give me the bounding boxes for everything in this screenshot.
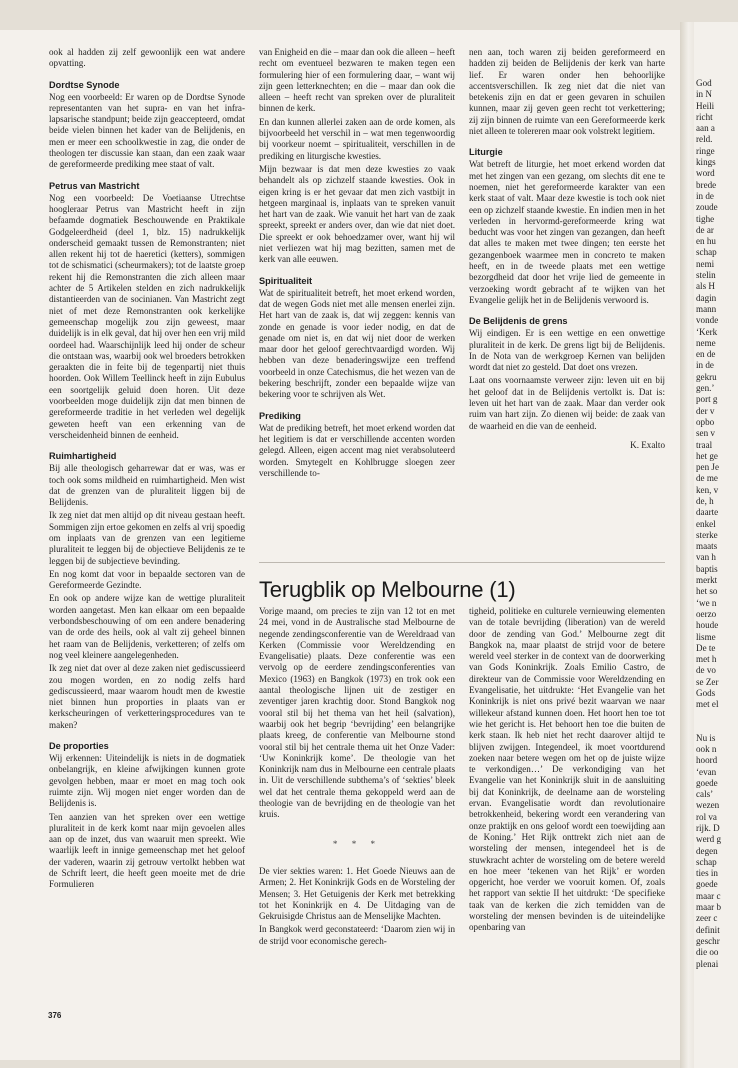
paragraph: tigheid, politieke en culturele vernieuwing elementen van de totale bevrijding (liberation) van de wereld door de zending van God.’ Melbourne zegt dit Bangkok na, maar plaatst de strijd voor de betere wereld veel sterker in de context van de doorwerking van Gods Koninkrijk. Zoals Emilio Castro, de direkteur van de Commissie voor Wereldzending en Evangelisatie, het uitdrukte: ‘Het Evangelie van het Koninkrijk is niet ons privé bezit waarvan we naar willekeur afstand kunnen doen. Het hoort hen toe tot wie het gericht is. Het behoort hen toe die buiten de kerk staan. Ik heb niet het recht daarover altijd te blijven zwijgen. Integendeel, ik moet voortdurend zoeken naar betere wegen om het op de juiste wijze te verkondigen…’ De verkondiging van het Evangelie van het Koninkrijk sluit in de aansluiting bij dat Koninkrijk, de deelname aan de worsteling ervan. Evangelisatie wordt dan revolutionaire betrokkenheid, bekering wordt een verandering van onze praktijk en ons geloof wordt een toewijding aan de Koning.’ Het Rijk onttrekt zich niet aan de worsteling der mensen, integendeel het is de stuwkracht achter de worsteling om de betere wereld en hoe meer ‘tekenen van het Rijk’ er worden opgericht, hoe verder we vooruit komen. Of, zoals het rapport van sektie II het uitdrukt: ‘De specifieke taak van de kerken die zich temidden van de worsteling der mensen bevinden is de uiteindelijke openbaring van (469, 606, 665, 933)
fragment-line: traal (696, 439, 713, 450)
fragment-line: ringe (696, 145, 715, 156)
fragment-line: port g (696, 394, 718, 405)
fragment-line: zoude (696, 202, 718, 213)
fragment-line: baptis (696, 563, 718, 574)
fragment-line: maar c (696, 890, 721, 901)
fragment-line: ‘we n (696, 597, 717, 608)
fragment-line: oerzo (696, 608, 717, 619)
paragraph: Wat betreft de liturgie, het moet erkend worden dat met het zingen van een gezang, om slechts dit ene te noemen, niet het gereformeerde karakter van een kerk staat of valt. Maar deze kwestie is toch ook niet een op zichzelf staande kwestie. En indien men in het verleden in hervormd-gereformeerde kring wat beducht was voor het zingen van gezangen, dan heeft dat alles te maken met twee dingen; ten eerste het gezangenboek waarmee men in concreto te maken heeft, en in de tweede plaats met een wettige bezorgdheid dat door het vrije lied de gemeente in verzoeking wordt gebracht af te wijken van het Evangelie gelijk het in de Belijdenis verwoord is. (469, 159, 665, 305)
fragment-line: in de (696, 360, 714, 371)
paragraph: Nog een voorbeeld: Er waren op de Dordtse Synode representanten van het supra- en van het infra-lapsarische standpunt; beide zijn geaccepteerd, omdat beide vielen binnen het kader van de Belijdenis, en men er meer een schoolkwestie in zag, die onder de theologen ter discussie kan staan, dan een zaak waar de gereformeerde prediking mee staat of valt. (49, 91, 245, 170)
fragment-line: het so (696, 586, 718, 597)
fragment-line: wezen (696, 800, 720, 811)
fragment-line: en hu (696, 236, 716, 247)
fragment-line: Gods (696, 688, 716, 699)
fragment-line: word (696, 168, 715, 179)
next-page-text-fragments (696, 78, 738, 970)
paragraph: En ook op andere wijze kan de wettige pluraliteit worden aangetast. Men kan elkaar om een bepaalde verbondsbeschouwing of om een andere benadering van de orde des heils, ook al valt zij geheel binnen het raam van de Belijdenis, verketteren; of zelfs om nog veel kleinere aangelegenheden. (49, 593, 245, 660)
section-heading: Ruimhartigheid (49, 451, 117, 462)
section-heading: Spiritualiteit (259, 275, 313, 286)
section-break-stars: * * * (332, 838, 382, 849)
fragment-line: de vo (696, 665, 716, 676)
col1-intro: ook al hadden zij zelf gewoonlijk een wat andere opvatting. (49, 47, 245, 69)
fragment-line: de, h (696, 495, 714, 506)
paragraph: Ten aanzien van het spreken over een wettige pluraliteit in de kerk komt naar mijn gevoelen alles aan op de inzet, dus van waaruit men spreekt. Wie waarlijk leeft in innige gemeenschap met het geloof der vaderen, waarin zij getrouw vertolkt hebben wat de Schrift leert, die heeft geen moeite met de drie Formulieren (49, 811, 245, 890)
fragment-line: degen (696, 845, 718, 856)
fragment-line: dagin (696, 292, 717, 303)
fragment-line: Nu is (696, 732, 716, 743)
fragment-line: goede (696, 777, 718, 788)
article2-title: Terugblik op Melbourne (1) (259, 577, 516, 602)
paragraph: En nog komt dat voor in bepaalde sectoren van de Gereformeerde Gezindte. (49, 568, 245, 591)
fragment-line: se Zer (696, 676, 719, 687)
fragment-line: met h (696, 654, 717, 665)
fragment-line: neme (696, 337, 716, 348)
fragment-line: in N (696, 89, 712, 100)
fragment-line: ‘Kerk (696, 326, 718, 337)
fragment-line: sterke (696, 529, 718, 540)
paragraph: Ik zeg niet dat over al deze zaken niet gediscussieerd zou mogen worden, en zo nodig zelfs hard gediscussieerd, maar waarom houdt men de kwestie niet binnen hun proporties in plaats van er kerkscheuringen of verketteringsprocedures van te maken? (49, 663, 245, 730)
fragment-line: gekru (696, 371, 717, 382)
article1-column-1 (49, 47, 245, 893)
fragment-line: enkel (696, 518, 716, 529)
fragment-line: goede (696, 879, 718, 890)
fragment-line: nemi (696, 258, 715, 269)
author-signature: K. Exalto (630, 439, 665, 450)
binding-gutter (680, 22, 694, 1068)
fragment-line: brede (696, 179, 717, 190)
article1-column-2 (259, 47, 455, 481)
article2-column-left (259, 606, 455, 949)
section-heading: De Belijdenis de grens (469, 316, 568, 327)
paragraph: Ik zeg niet dat men altijd op dit niveau gestaan heeft. Sommigen zijn ertoe gekomen en zelfs al vrij spoedig om inplaats van de grenzen van een legitieme pluraliteit te leggen bij de objectieve Belijdenis ze te leggen bij de subjectieve bevinding. (49, 510, 245, 566)
section-heading: De proporties (49, 741, 109, 752)
fragment-line: rijk. D (696, 823, 720, 833)
fragment-line: in de (696, 190, 714, 201)
fragment-line: houde (696, 620, 719, 631)
paragraph: In Bangkok werd geconstateerd: ‘Daarom zien wij in de strijd voor economische gerech- (259, 924, 455, 946)
fragment-line: ties in (696, 868, 718, 879)
paragraph: nen aan, toch waren zij beiden gereformeerd en hadden zij beiden de Belijdenis der kerk van harte lief. Er waren onder hen behoorlijke accentsverschillen. Ik zeg niet dat die niet van betekenis zijn en dat er geen gevaren in schuilen kunnen, maar zij geven geen recht tot verkettering; zij zijn binnen de ruimte van een Gereformeerde kerk niet alleen te tolereren maar ook volstrekt legitiem. (469, 47, 665, 137)
fragment-line: werd g (696, 834, 721, 845)
fragment-line: der v (696, 405, 715, 416)
fragment-line: het ge (696, 450, 718, 461)
fragment-line (696, 711, 738, 733)
fragment-line: schap (696, 247, 717, 258)
section-heading: Prediking (259, 410, 301, 421)
section-divider (259, 562, 665, 563)
fragment-line: reld. (696, 134, 713, 145)
paragraph: Mijn bezwaar is dat men deze kwesties zo vaak behandelt als op zichzelf staande kwesties. Ook in eigen kring is er het gevaar dat men zich vastbijt in hetgeen marginaal is, inplaats van te spreken vanuit het hart van de zaak. Wie vanuit het hart van de zaak spreekt, spreekt er anders over, dan wie dat niet doet. Die spreekt er ook behoedzamer over, want hij wil niet verliezen wat hij mag bezitten, samen met de kerk van alle eeuwen. (259, 163, 455, 265)
fragment-line: cals’ (696, 789, 714, 800)
fragment-line: maar b (696, 902, 721, 913)
fragment-line: ken, v (696, 484, 719, 495)
article1-column-3 (469, 47, 665, 453)
paragraph: Bij alle theologisch geharrewar dat er was, was er toch ook soms mildheid en ruimhartigheid. Men wist dat de grenzen van de pluraliteit liggen bij de Belijdenis. (49, 463, 245, 508)
paragraph: Wat de spiritualiteit betreft, het moet erkend worden, dat de wegen Gods niet met alle mensen enerlei zijn. Het hart van de zaak is, dat wij zeggen: kennis van zonde en genade is voor ieder nodig, en dat de genade om niet is, en dat wij niet door de werken maar door het geloof gerechtvaardigd worden. Wij hebben van deze benaderingswijze een treffend voorbeeld in onze Catechismus, die het wezen van de bekering beschrijft, zonder een bepaalde wijze van bekering voor te schrijven als Wet. (259, 287, 455, 400)
article2-column-right (469, 606, 665, 936)
section-heading: Petrus van Mastricht (49, 180, 140, 191)
fragment-line: die oo (696, 947, 719, 958)
fragment-line: vonde (696, 315, 719, 326)
fragment-line: God (696, 78, 712, 88)
fragment-line: met el (696, 699, 719, 710)
fragment-line: tighe (696, 213, 715, 224)
fragment-line: Heili (696, 100, 715, 111)
fragment-line: en de (696, 349, 716, 360)
fragment-line: als H (696, 281, 715, 292)
fragment-line: zeer c (696, 913, 718, 924)
fragment-line: hoord (696, 755, 718, 766)
paragraph: Nog een voorbeeld: De Voetiaanse Utrechtse hoogleraar Petrus van Mastricht heeft in zijn befaamde dogmatiek Beschouwende en Praktikale Godgeleerdheid (deel 1, blz. 15) nadrukkelijk onderscheid gemaakt tussen de Remonstranten; niet allen rekent hij tot de haeretici (ketters), sommigen tot de schismatici (scheurmakers); tot de laatste groep rekent hij die Remonstranten die zich alleen maar achter de 5 Artikelen stelden en zich nadrukkelijk distantieerden van de socinianen. Van Mastricht zegt niet of met deze Remonstranten ook kerkelijke gemeenschap mogelijk zou zijn geweest, maar duidelijk is in elk geval, dat hij over hen een vrij mild oordeel had. Waarschijnlijk leed hij onder de scheur die ontstaan was, waarbij ook wel broeders betrokken geraakten die in feite bij de tegenpartij niet thuis hoorden. Ook Willem Teellinck heeft in zijn Eubulus een soortgelijk geluid doen horen. Uit deze voorbeelden moge duidelijk zijn dat men binnen de gereformeerde traditie in het verleden wel degelijk geweten heeft van een erkenning van de verscheidenheid binnen de eenheid. (49, 192, 245, 440)
fragment-line: mann (696, 303, 717, 314)
paragraph: Wij erkennen: Uiteindelijk is niets in de dogmatiek onbelangrijk, en kleine afwijkingen kunnen grote gevolgen hebben, maar er moet en mag toch ook ruimte zijn. Wij mogen niet enger worden dan de Belijdenis is. (49, 753, 245, 809)
fragment-line: opbo (696, 416, 715, 427)
fragment-line: van h (696, 552, 716, 563)
section-heading: Liturgie (469, 147, 503, 158)
fragment-line: schap (696, 856, 717, 867)
paragraph: De vier sekties waren: 1. Het Goede Nieuws aan de Armen; 2. Het Koninkrijk Gods en de Worsteling der Mensen; 3. Het Getuigenis der Kerk met betrekking tot het Koninkrijk en 4. De Uitdaging van de Gekruisigde Christus aan de Menselijke Machten. (259, 865, 455, 922)
paragraph: van Enigheid en die – maar dan ook die alleen – heeft recht om eventueel bezwaren te maken tegen een formulering hier of een formulering daar, – want wij zijn geen letterknechten; en die – maar dan ook die alleen – heeft recht van spreken over de pluraliteit binnen de kerk. (259, 47, 455, 114)
paragraph: Vorige maand, om precies te zijn van 12 tot en met 24 mei, vond in de Australische stad Melbourne de negende zendingsconferentie van de Wereldraad van Kerken (Commissie voor Wereldzending en Evangelisatie) plaats. Deze conferentie was een vervolg op de eerdere zendingsconferenties van Mexico (1963) en Bangkok (1973) en trok ook een aantal theologische lijnen uit de zestiger en zeventiger jaren krachtig door. Stond Bangkok nog vooral stil bij het thema van het heil (salvation), waarbij ook het begrip ‘bevrijding’ een belangrijke plaats kreeg, de conferentie van Melbourne stond vooral stil bij het centrale thema uit het Onze Vader: ‘Uw Koninkrijk kome’. De theologie van het Koninkrijk nam dus in Melbourne een centrale plaats in. Uit de verschillende subthema’s of ‘sekties’ bleek wel dat het centrale thema gekoppeld werd aan de theologie van de bevrijding en de theologie van het kruis. (259, 606, 455, 820)
fragment-line: daarte (696, 507, 719, 518)
fragment-line: lisme (696, 631, 716, 642)
fragment-line: De te (696, 642, 716, 653)
paragraph: Wij eindigen. Er is een wettige en een onwettige pluraliteit in de kerk. De grens ligt bij de Belijdenis. In de Nota van de werkgroep Kernen van belijden wordt dat niet zo gesteld. Dat doet ons vrezen. (469, 328, 665, 373)
next-page-edge (694, 22, 738, 1068)
fragment-line: de ar (696, 224, 714, 235)
fragment-line: sen v (696, 428, 715, 439)
fragment-line: merkt (696, 575, 718, 586)
fragment-line: gen.’ (696, 383, 715, 394)
section-heading: Dordtse Synode (49, 79, 120, 90)
fragment-line: de me (696, 473, 718, 484)
paragraph: En dan kunnen allerlei zaken aan de orde komen, als bijvoorbeeld het verschil in – wat men tegenwoordig bij voorkeur noemt – spiritualiteit, verschillen in de prediking en liturgische kwesties. (259, 116, 455, 161)
fragment-line: richt (696, 111, 713, 122)
fragment-line: stelin (696, 270, 716, 281)
fragment-line: geschr (696, 935, 720, 946)
paragraph: Wat de prediking betreft, het moet erkend worden dat het legitiem is dat er verschillende accenten worden gelegd. Alleen, eigen accent mag niet verabsoluteerd worden. Smytegelt en Kohlbrugge sloegen zeer verschillende to- (259, 422, 455, 478)
fragment-line: ook n (696, 743, 717, 754)
fragment-line: plenai (696, 958, 719, 969)
page-number: 376 (48, 1011, 62, 1020)
fragment-line: kings (696, 157, 716, 168)
fragment-line: pen Je (696, 462, 719, 473)
fragment-line: maats (696, 541, 718, 552)
fragment-line: definit (696, 924, 720, 935)
fragment-line: aan a (696, 123, 715, 134)
paragraph: Laat ons voornaamste verweer zijn: leven uit en bij het geloof dat in de Belijdenis vertolkt is. Dat is: leven uit het hart van de zaak. Maar dan verder ook ruim van hart zijn. Zo dienen wij beide: de zaak van de waarheid en die van de eenheid. (469, 375, 665, 431)
fragment-line: rol va (696, 811, 717, 822)
fragment-line: ‘evan (696, 766, 717, 777)
